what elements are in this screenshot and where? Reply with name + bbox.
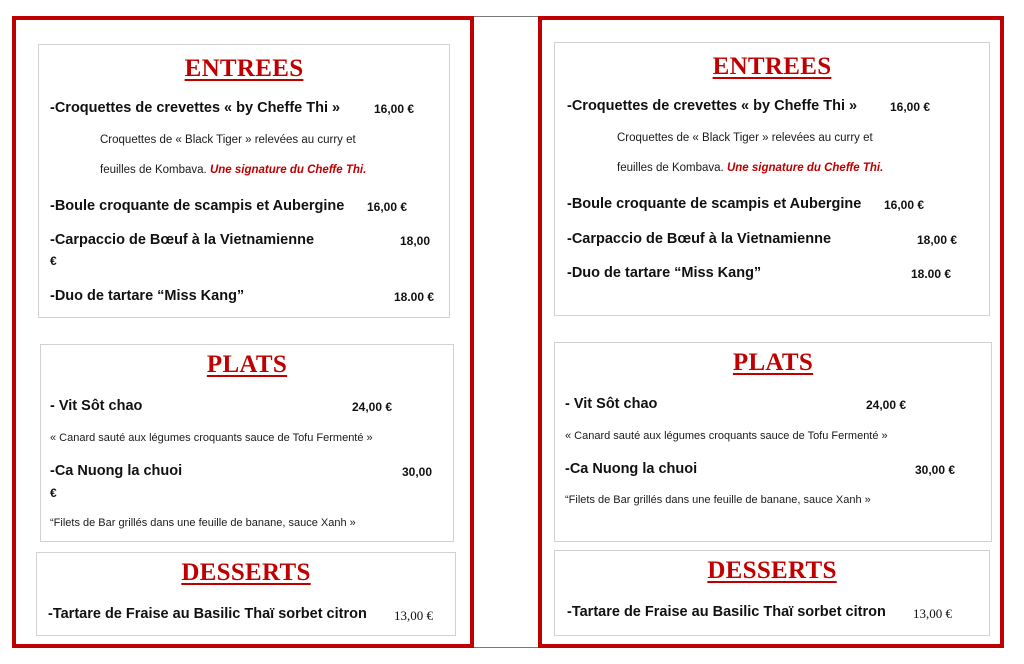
dish-price: 13,00 €: [394, 608, 433, 623]
entrees-section: [554, 42, 990, 316]
dish-name: - Vit Sôt chao: [50, 398, 143, 414]
dish-name: -Ca Nuong la chuoi: [50, 463, 183, 479]
dish-description: [50, 517, 356, 529]
dish-price: 18,00 €: [917, 233, 958, 247]
description-text: “Filets de Bar grillés dans une feuille de banane, sauce Xanh »: [50, 517, 356, 529]
section-title: PLATS: [206, 351, 288, 378]
signature-note: Une signature du Cheffe Thi.: [209, 164, 367, 176]
dish-name: -Croquettes de crevettes « by Cheffe Thi »: [567, 98, 858, 114]
dish-price: 30,00 €: [915, 463, 956, 477]
dish-name: -Boule croquante de scampis et Aubergine: [567, 196, 862, 212]
section-title: DESSERTS: [707, 557, 837, 584]
section-title: ENTREES: [712, 53, 832, 80]
plats-section: [554, 342, 992, 542]
dish-price: 16,00 €: [884, 198, 925, 212]
dish-description: Croquettes de « Black Tiger » relevées au curry et: [100, 134, 356, 146]
menu-page-right: [538, 16, 1004, 648]
description-text: « Canard sauté aux légumes croquants sauce de Tofu Fermenté »: [50, 432, 373, 444]
dish-price: 13,00 €: [913, 606, 952, 621]
dish-name: -Carpaccio de Bœuf à la Vietnamienne: [567, 231, 832, 247]
dish-name: -Carpaccio de Bœuf à la Vietnamienne: [50, 232, 315, 248]
dish-price: 18.00 €: [394, 290, 435, 304]
dish-price: 16,00 €: [890, 100, 931, 114]
dish-description: Croquettes de « Black Tiger » relevées au curry et: [617, 132, 873, 144]
book-spine: [474, 16, 538, 648]
dish-price-currency: €: [50, 486, 57, 500]
section-title: PLATS: [732, 349, 814, 376]
menu-page-left: [12, 16, 474, 648]
dish-price-currency: €: [50, 254, 57, 268]
dish-name: -Croquettes de crevettes « by Cheffe Thi »: [50, 100, 341, 116]
description-text: “Filets de Bar grillés dans une feuille de banane, sauce Xanh »: [565, 494, 871, 506]
dish-price: 24,00 €: [352, 400, 393, 414]
dish-description: [565, 430, 888, 442]
dish-price: 30,00: [402, 465, 433, 479]
dish-price: 18.00 €: [911, 267, 952, 281]
dish-description: [100, 164, 366, 176]
desserts-section: [36, 552, 456, 636]
dish-description: [50, 432, 373, 444]
section-title: ENTREES: [184, 55, 304, 82]
dish-price: 24,00 €: [866, 398, 907, 412]
plats-section: [40, 344, 454, 542]
dish-name: -Duo de tartare “Miss Kang”: [50, 288, 245, 304]
dish-description: [565, 494, 871, 506]
description-text: feuilles de Kombava.: [617, 162, 724, 174]
dish-price: 16,00 €: [367, 200, 408, 214]
dish-description: [617, 162, 883, 174]
dish-name: -Boule croquante de scampis et Aubergine: [50, 198, 345, 214]
dish-name: - Vit Sôt chao: [565, 396, 658, 412]
dish-name: -Ca Nuong la chuoi: [565, 461, 698, 477]
description-text: « Canard sauté aux légumes croquants sauce de Tofu Fermenté »: [565, 430, 888, 442]
dish-name: -Duo de tartare “Miss Kang”: [567, 265, 762, 281]
dish-name: -Tartare de Fraise au Basilic Thaï sorbet citron: [48, 606, 367, 622]
section-title: DESSERTS: [181, 559, 311, 586]
dish-price: 18,00: [400, 234, 431, 248]
description-text: feuilles de Kombava.: [100, 164, 207, 176]
signature-note: Une signature du Cheffe Thi.: [726, 162, 884, 174]
dish-price: 16,00 €: [374, 102, 415, 116]
desserts-section: [554, 550, 990, 636]
entrees-section: [38, 44, 450, 318]
dish-name: -Tartare de Fraise au Basilic Thaï sorbet citron: [567, 604, 886, 620]
